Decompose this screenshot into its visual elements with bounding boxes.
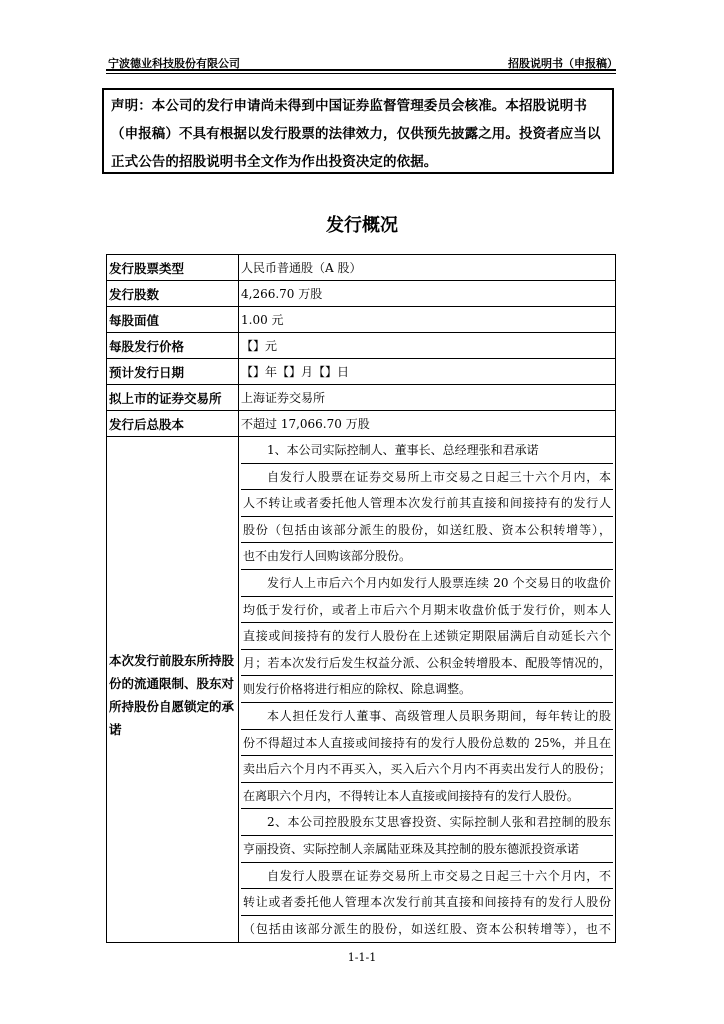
row-value: 人民币普通股（A 股） (239, 255, 616, 281)
offering-overview-table (106, 254, 616, 943)
lockup-line: 转让或者委托他人管理本次发行前其直接和间接持有的发行人股份 (241, 889, 613, 916)
row-label: 拟上市的证券交易所 (107, 385, 239, 411)
table-row (107, 411, 616, 437)
lockup-line: 股份（包括由该部分派生的股份，如送红股、资本公积转增等）， (241, 517, 613, 544)
row-label: 预计发行日期 (107, 359, 239, 385)
row-label: 发行股数 (107, 281, 239, 307)
table-row-lockup (107, 437, 616, 943)
lockup-line: 月；若本次发行后发生权益分派、公积金转增股本、配股等情况的， (241, 650, 613, 677)
lockup-line: 卖出后六个月内不再买入，买入后六个月内不再卖出发行人的股份； (241, 756, 613, 783)
row-label: 发行股票类型 (107, 255, 239, 281)
lockup-line: 直接或间接持有的发行人股份在上述锁定期限届满后自动延长六个 (241, 623, 613, 650)
lockup-text (239, 437, 616, 943)
lockup-line: 在离职六个月内，不得转让本人直接或间接持有的发行人股份。 (241, 783, 613, 810)
lockup-line: 份不得超过本人直接或间接持有的发行人股份总数的 25%，并且在 (241, 730, 613, 757)
row-value: 1.00 元 (239, 307, 616, 333)
lockup-line: 亨丽投资、实际控制人亲属陆亚珠及其控制的股东德派投资承诺 (241, 836, 613, 863)
disclaimer-notice (102, 88, 614, 174)
header-rule-thick (106, 69, 616, 71)
notice-line: （申报稿）不具有根据以发行股票的法律效力，仅供预先披露之用。投资者应当以 (111, 126, 601, 142)
lockup-line: 自发行人股票在证券交易所上市交易之日起三十六个月内，不 (241, 863, 613, 890)
lockup-line: 1、本公司实际控制人、董事长、总经理张和君承诺 (241, 437, 613, 464)
lockup-line: 2、本公司控股股东艾思睿投资、实际控制人张和君控制的股东 (241, 809, 613, 836)
page-number: 1-1-1 (347, 951, 377, 964)
lockup-line: 则发行价格将进行相应的除权、除息调整。 (241, 676, 613, 703)
lockup-line: 自发行人股票在证券交易所上市交易之日起三十六个月内，本 (241, 464, 613, 491)
page-title: 发行概况 (326, 215, 398, 236)
table-row (107, 255, 616, 281)
lockup-line: 均低于发行价，或者上市后六个月期末收盘价低于发行价，则本人 (241, 597, 613, 624)
table-row (107, 333, 616, 359)
header-doc-type: 招股说明书（申报稿） (508, 57, 618, 70)
row-label: 每股发行价格 (107, 333, 239, 359)
row-value: 【】元 (239, 333, 616, 359)
lockup-line: （包括由该部分派生的股份，如送红股、资本公积转增等），也不 (243, 921, 611, 936)
table-row (107, 385, 616, 411)
row-value: 上海证券交易所 (239, 385, 616, 411)
table-row (107, 307, 616, 333)
table-row (107, 359, 616, 385)
header-company: 宁波德业科技股份有限公司 (108, 57, 240, 70)
header-rule-thin (106, 73, 616, 74)
lockup-line: 发行人上市后六个月内如发行人股票连续 20 个交易日的收盘价 (241, 570, 613, 597)
row-label: 每股面值 (107, 307, 239, 333)
row-value: 【】年【】月【】日 (239, 359, 616, 385)
notice-line: 声明：本公司的发行申请尚未得到中国证券监督管理委员会核准。本招股说明书 (111, 98, 587, 114)
lockup-label: 本次发行前股东所持股份的流通限制、股东对所持股份自愿锁定的承诺 (107, 437, 239, 943)
lockup-line: 本人担任发行人董事、高级管理人员职务期间，每年转让的股 (241, 703, 613, 730)
row-value: 4,266.70 万股 (239, 281, 616, 307)
table-row (107, 281, 616, 307)
row-label: 发行后总股本 (107, 411, 239, 437)
notice-line: 正式公告的招股说明书全文作为作出投资决定的依据。 (111, 154, 438, 170)
lockup-line: 人不转让或者委托他人管理本次发行前其直接和间接持有的发行人 (241, 490, 613, 517)
row-value: 不超过 17,066.70 万股 (239, 411, 616, 437)
lockup-line: 也不由发行人回购该部分股份。 (241, 543, 613, 570)
